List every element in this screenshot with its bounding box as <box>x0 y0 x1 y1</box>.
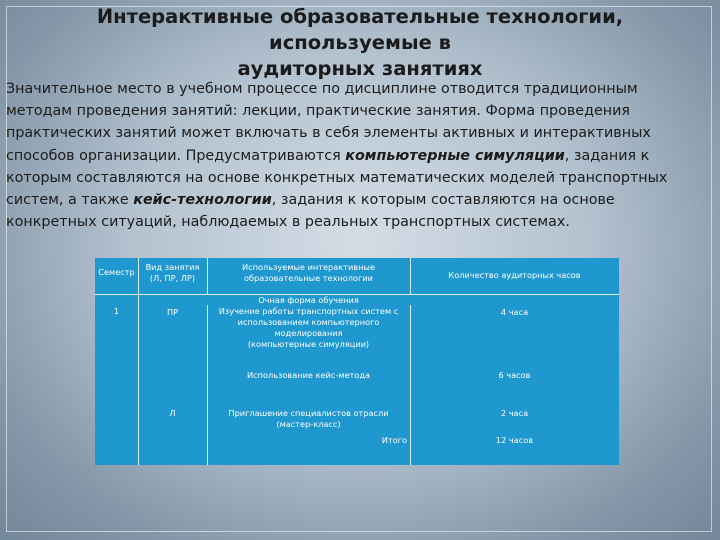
row-2-technology: Использование кейс-метода <box>247 370 370 380</box>
row-1-technology-line-3: моделирования <box>274 328 343 338</box>
form-of-study-row: Очная форма обучения <box>258 295 359 305</box>
technologies-table <box>95 258 619 465</box>
row-3-type: Л <box>169 408 176 418</box>
header-technologies-line-2: образовательные технологии <box>243 273 373 283</box>
row-1-hours: 4 часа <box>500 307 529 317</box>
title-line-1: Интерактивные образовательные технологии, используемые в <box>96 5 624 54</box>
row-3-hours: 2 часа <box>500 408 529 418</box>
row-2-hours: 6 часов <box>498 370 531 380</box>
row-1-technology-line-4: (компьютерные симуляции) <box>247 339 370 349</box>
emphasis-case-technologies: кейс-технологии <box>133 192 272 209</box>
row-1-technology-line-1: Изучение работы транспортных систем с <box>218 306 399 316</box>
row-3-technology-line-1: Приглашение специалистов отрасли <box>228 408 389 418</box>
total-hours: 12 часов <box>495 435 534 445</box>
paragraph-part-1: Значительное место в учебном процессе по дисциплине отводится традиционным методам проведения занятий: лекции, практические занятия. Форма проведения практических занятий может включать в себя элементы активных и интерактивных способов организации. Предусматриваются <box>6 81 651 164</box>
header-lesson-type-line-2: (Л, ПР, ЛР) <box>149 273 196 283</box>
row-3-technology-line-2: (мастер-класс) <box>276 419 341 429</box>
title-line-2: аудиторных занятиях <box>237 57 483 80</box>
header-lesson-type-line-1: Вид занятия <box>145 262 200 272</box>
row-3-technology <box>207 408 410 430</box>
header-technologies-line-1: Используемые интерактивные <box>242 262 375 272</box>
table-divider-v1 <box>138 258 139 465</box>
body-paragraph <box>6 78 706 233</box>
row-1-type: ПР <box>166 307 179 317</box>
row-1-technology-line-2: использованием компьютерного <box>237 317 380 327</box>
semester-value: 1 <box>113 306 120 316</box>
emphasis-computer-simulations: компьютерные симуляции <box>345 147 565 164</box>
paragraph-part-3: , задания к которым составляются на основе конкретных ситуаций, наблюдаемых в реальных транспортных системах. <box>6 192 615 231</box>
row-1-technology <box>207 306 410 350</box>
total-label: Итого <box>381 435 407 445</box>
header-lesson-type <box>138 262 207 284</box>
paragraph-part-2: , задания к которым составляются на основе конкретных математических моделей транспортных систем, а также <box>6 147 668 209</box>
header-technologies <box>207 262 410 284</box>
slide-title <box>20 4 700 82</box>
header-hours: Количество аудиторных часов <box>448 270 581 280</box>
header-semester: Семестр <box>98 267 135 277</box>
